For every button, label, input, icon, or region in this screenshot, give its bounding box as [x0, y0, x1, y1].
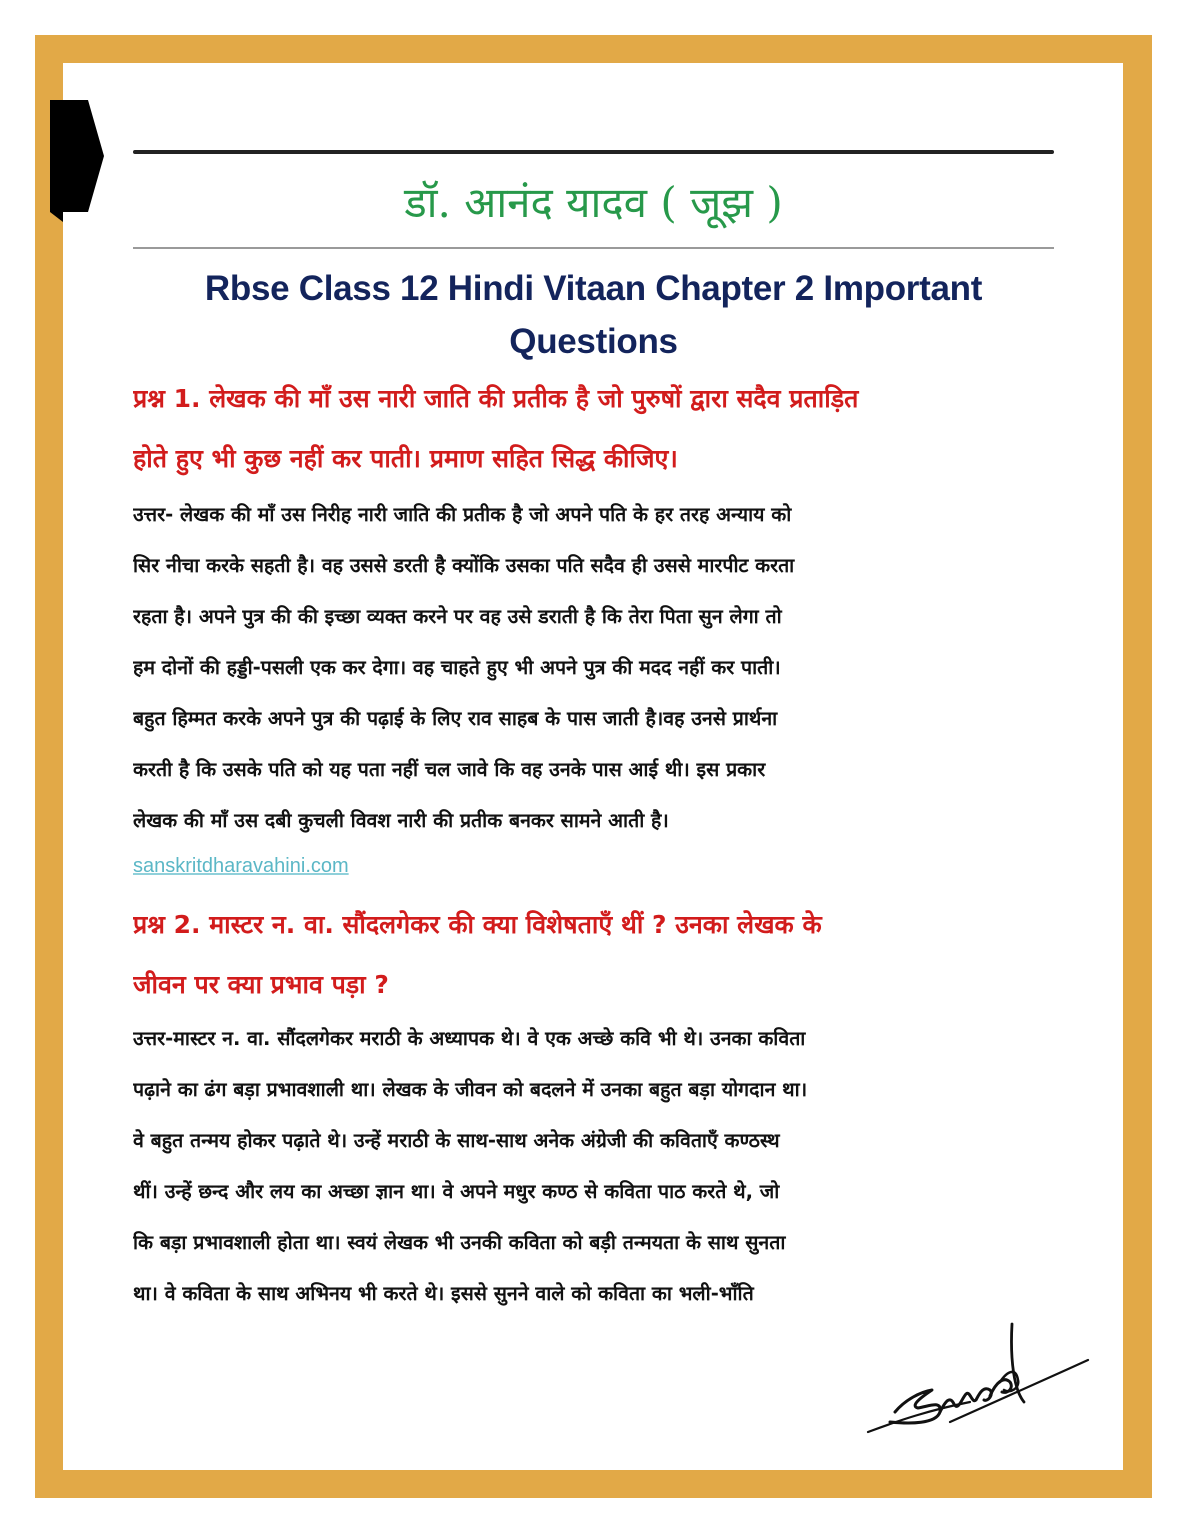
answer-1-line-4: हम दोनों की हड्डी-पसली एक कर देगा। वह चाहते हुए भी अपने पुत्र की मदद नहीं कर पाती। — [133, 656, 781, 679]
page-title-line-2: Questions — [509, 322, 678, 361]
answer-1-line-3: रहता है। अपने पुत्र की की इच्छा व्यक्त करने पर वह उसे डराती है कि तेरा पिता सुन लेगा तो — [133, 605, 782, 628]
chapter-title-hindi: डॉ. आनंद यादव ( जूझ ) — [404, 178, 783, 227]
answer-1 — [133, 489, 1063, 846]
answer-2-line-2: पढ़ाने का ढंग बड़ा प्रभावशाली था। लेखक के जीवन को बदलने में उनका बहुत बड़ा योगदान था। — [133, 1078, 808, 1101]
answer-1-line-7: लेखक की माँ उस दबी कुचली विवश नारी की प्रतीक बनकर सामने आती है। — [133, 809, 669, 832]
answer-2-line-4: थीं। उन्हें छन्द और लय का अच्छा ज्ञान था। वे अपने मधुर कण्ठ से कविता पाठ करते थे, जो — [133, 1180, 780, 1203]
top-divider — [133, 150, 1054, 154]
website-link[interactable]: sanskritdharavahini.com — [133, 855, 349, 877]
question-2-line-2: जीवन पर क्या प्रभाव पड़ा ? — [133, 970, 389, 999]
answer-1-line-6: करती है कि उसके पति को यह पता नहीं चल जावे कि वह उनके पास आई थी। इस प्रकार — [133, 758, 766, 781]
answer-2-line-3: वे बहुत तन्मय होकर पढ़ाते थे। उन्हें मराठी के साथ-साथ अनेक अंग्रेजी की कविताएँ कण्ठस्थ — [133, 1129, 780, 1152]
page-title-line-1: Rbse Class 12 Hindi Vitaan Chapter 2 Important — [204, 269, 983, 308]
answer-1-line-1: उत्तर- लेखक की माँ उस निरीह नारी जाति की प्रतीक है जो अपने पति के हर तरह अन्याय को — [133, 503, 792, 526]
question-1 — [133, 369, 1068, 489]
page-title — [133, 262, 1054, 368]
black-tab-marker-icon — [50, 100, 104, 222]
question-1-line-1: प्रश्न 1. लेखक की माँ उस नारी जाति की प्रतीक है जो पुरुषों द्वारा सदैव प्रताड़ित — [133, 384, 859, 413]
answer-2-line-6: था। वे कविता के साथ अभिनय भी करते थे। इससे सुनने वाले को कविता का भली-भाँति — [133, 1282, 754, 1305]
question-1-line-2: होते हुए भी कुछ नहीं कर पाती। प्रमाण सहित सिद्ध कीजिए। — [133, 444, 678, 473]
answer-2 — [133, 1013, 1063, 1319]
answer-2-line-1: उत्तर-मास्टर न. वा. सौंदलगेकर मराठी के अध्यापक थे। वे एक अच्छे कवि भी थे। उनका कविता — [133, 1027, 806, 1050]
question-2 — [133, 895, 1068, 1015]
answer-1-line-5: बहुत हिम्मत करके अपने पुत्र की पढ़ाई के लिए राव साहब के पास जाती है।वह उनसे प्रार्थना — [133, 707, 778, 730]
answer-1-line-2: सिर नीचा करके सहती है। वह उससे डरती है क्योंकि उसका पति सदैव ही उससे मारपीट करता — [133, 554, 795, 577]
question-2-line-1: प्रश्न 2. मास्टर न. वा. सौंदलगेकर की क्या विशेषताएँ थीं ? उनका लेखक के — [133, 910, 822, 939]
title-divider — [133, 247, 1054, 249]
answer-2-line-5: कि बड़ा प्रभावशाली होता था। स्वयं लेखक भी उनकी कविता को बड़ी तन्मयता के साथ सुनता — [133, 1231, 786, 1254]
signature-icon — [860, 1320, 1100, 1440]
